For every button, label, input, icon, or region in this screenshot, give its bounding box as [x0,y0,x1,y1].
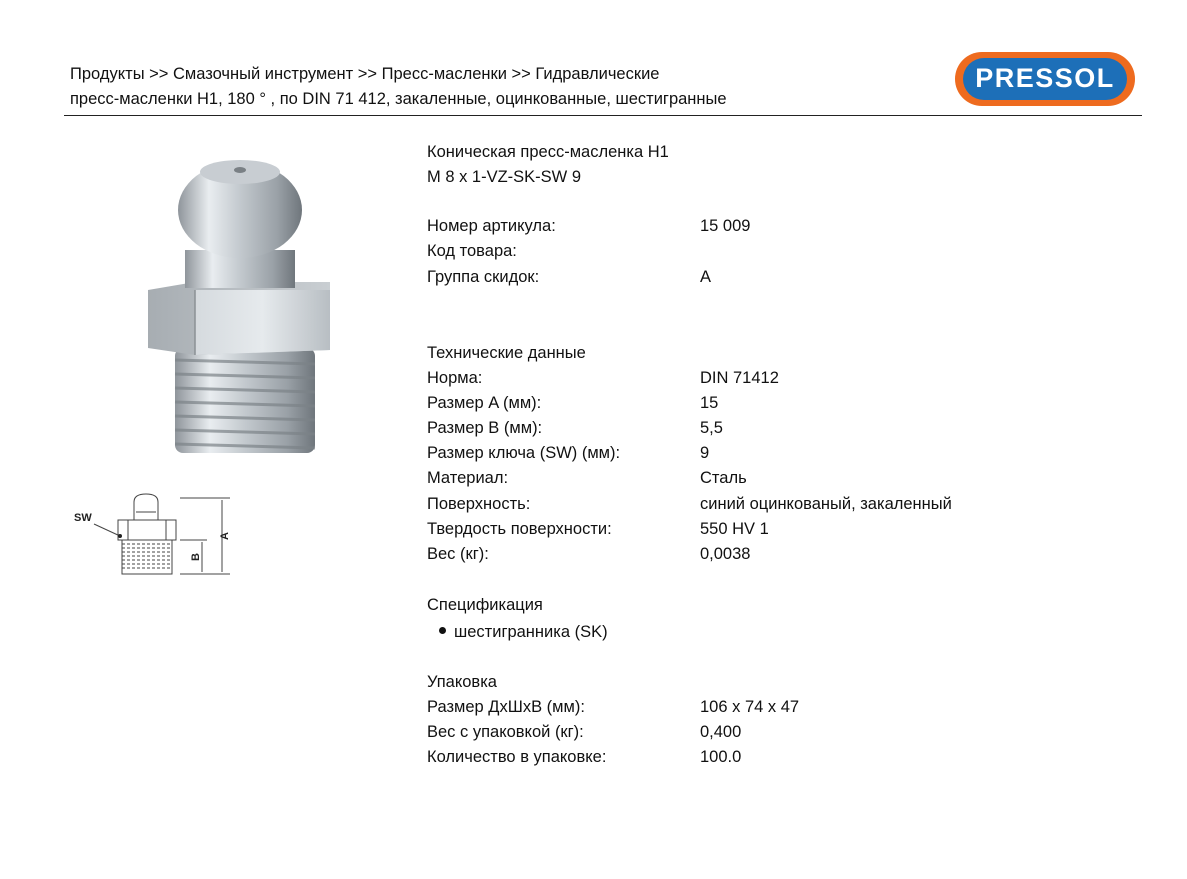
product-subtitle: M 8 x 1-VZ-SK-SW 9 [427,168,582,186]
dimension-drawing [62,488,242,580]
packaging-label: Размер ДхШхВ (мм): [427,698,585,716]
packaging-label: Количество в упаковке: [427,748,607,766]
product-photo [140,150,340,475]
tech-value: DIN 71412 [700,369,779,387]
tech-label: Размер A (мм): [427,394,542,412]
discount-group-value: A [700,268,712,286]
tech-value: 9 [700,444,710,462]
article-number-value: 15 009 [700,217,751,235]
discount-group-label: Группа скидок: [427,268,540,286]
spec-item [439,620,608,645]
tech-label: Размер B (мм): [427,419,543,437]
drawing-label-a: A [219,532,231,540]
drawing-label-b: B [190,553,202,561]
pressol-logo [954,51,1136,107]
tech-label: Твердость поверхности: [427,520,612,538]
spec-item-text: шестигранника (SK) [454,623,608,641]
packaging-label: Вес с упаковкой (кг): [427,723,584,741]
drawing-label-sw: SW [74,512,92,524]
tech-label: Материал: [427,469,509,487]
logo-text: PRESSOL [975,63,1115,93]
breadcrumb [70,62,830,112]
tech-value: Сталь [700,469,747,487]
tech-heading: Технические данные [427,344,586,362]
tech-value: 550 HV 1 [700,520,769,538]
packaging-value: 100.0 [700,748,742,766]
tech-value: 5,5 [700,419,723,437]
tech-value: синий оцинкованый, закаленный [700,495,952,513]
product-code-label: Код товара: [427,242,517,260]
product-title: Коническая пресс-масленка H1 [427,143,669,161]
tech-label: Норма: [427,369,483,387]
breadcrumb-line-2: пресс-масленки H1, 180 ° , по DIN 71 412, закаленные, оцинкованные, шестигранные [70,90,727,108]
packaging-value: 106 x 74 x 47 [700,698,800,716]
breadcrumb-line-1: Продукты >> Смазочный инструмент >> Пресс-масленки >> Гидравлические [70,65,660,83]
tech-label: Вес (кг): [427,545,489,563]
packaging-heading: Упаковка [427,673,497,691]
article-number-label: Номер артикула: [427,217,556,235]
bullet-icon [439,627,446,634]
packaging-value: 0,400 [700,723,742,741]
spec-heading: Спецификация [427,596,543,614]
tech-label: Размер ключа (SW) (мм): [427,444,621,462]
header-divider [64,115,1142,116]
tech-value: 0,0038 [700,545,751,563]
tech-value: 15 [700,394,719,412]
tech-label: Поверхность: [427,495,531,513]
